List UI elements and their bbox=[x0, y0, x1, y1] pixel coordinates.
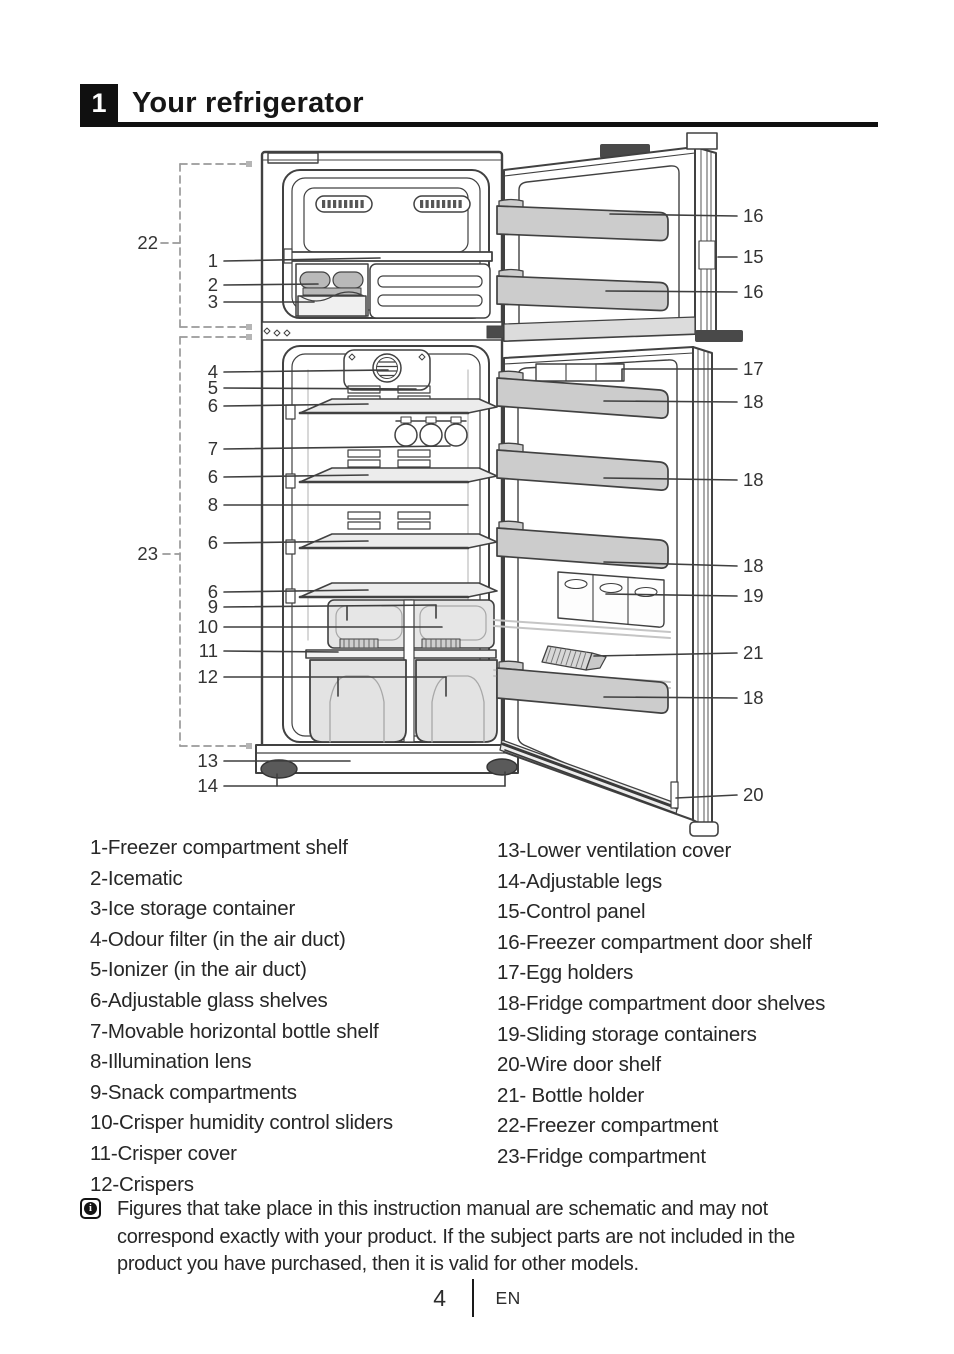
bottle-shelf bbox=[395, 417, 467, 446]
callout-22: 22 bbox=[137, 232, 158, 253]
callout-6a: 6 bbox=[207, 395, 218, 416]
chapter-number-box: 1 bbox=[80, 84, 118, 122]
refrigerator-diagram bbox=[0, 128, 954, 840]
crispers bbox=[310, 660, 497, 742]
info-note bbox=[80, 1196, 856, 1279]
middle-hinge bbox=[695, 330, 743, 342]
freezer-door bbox=[497, 133, 743, 342]
info-icon: i bbox=[80, 1198, 101, 1219]
legend-item: 3-Ice storage container bbox=[90, 897, 296, 921]
compartment-divider bbox=[262, 322, 521, 340]
page-title: Your refrigerator bbox=[132, 86, 364, 119]
legend-item: 9-Snack compartments bbox=[90, 1080, 297, 1104]
callout-6c: 6 bbox=[207, 532, 218, 553]
fridge-door bbox=[494, 347, 718, 836]
freezer-drawer bbox=[370, 264, 490, 318]
page-number: 4 bbox=[433, 1284, 446, 1311]
legend-item: 4-Odour filter (in the air duct) bbox=[90, 927, 346, 951]
page-footer bbox=[0, 1278, 954, 1318]
callout-15: 15 bbox=[743, 246, 764, 267]
legend-item: 23-Fridge compartment bbox=[497, 1144, 706, 1168]
callout-6b: 6 bbox=[207, 466, 218, 487]
callout-9: 9 bbox=[207, 596, 218, 617]
legend-item: 16-Freezer compartment door shelf bbox=[497, 930, 812, 954]
legend-item: 6-Adjustable glass shelves bbox=[90, 988, 328, 1012]
language-code: EN bbox=[495, 1287, 521, 1308]
legend-item: 10-Crisper humidity control sliders bbox=[90, 1111, 393, 1135]
freezer-compartment-bracket bbox=[161, 161, 252, 330]
callout-16a: 16 bbox=[743, 205, 764, 226]
legend-item: 21- Bottle holder bbox=[497, 1083, 645, 1107]
callout-20: 20 bbox=[743, 784, 764, 805]
legend-column-2 bbox=[497, 836, 825, 1173]
cabinet bbox=[256, 152, 521, 778]
callout-18b: 18 bbox=[743, 469, 764, 490]
callout-2: 2 bbox=[207, 274, 218, 295]
legend-item: 20-Wire door shelf bbox=[497, 1053, 661, 1077]
callout-1: 1 bbox=[207, 250, 218, 271]
callout-18a: 18 bbox=[743, 391, 764, 412]
freezer-shelf bbox=[284, 249, 492, 263]
info-note-text: Figures that take place in this instruction manual are schematic and may not correspond exactly with your product. If the subject parts are not included in the product you have purchased, then it is valid for other models. bbox=[117, 1198, 796, 1275]
legend-item: 11-Crisper cover bbox=[90, 1141, 237, 1165]
legend-item: 13-Lower ventilation cover bbox=[497, 839, 732, 862]
callout-16b: 16 bbox=[743, 281, 764, 302]
callout-8: 8 bbox=[207, 494, 218, 515]
egg-holder bbox=[536, 364, 624, 381]
control-panel bbox=[699, 241, 715, 269]
callout-19: 19 bbox=[743, 585, 764, 606]
callout-4: 4 bbox=[207, 361, 218, 382]
legend-item: 22-Freezer compartment bbox=[497, 1114, 719, 1138]
legend-item: 19-Sliding storage containers bbox=[497, 1022, 757, 1046]
legend-item: 7-Movable horizontal bottle shelf bbox=[90, 1019, 379, 1043]
legend-item: 14-Adjustable legs bbox=[497, 869, 663, 893]
callout-13: 13 bbox=[197, 750, 218, 771]
callout-6d: 6 bbox=[207, 581, 218, 602]
legend-column-1 bbox=[90, 833, 393, 1200]
callout-17: 17 bbox=[743, 358, 764, 379]
legend-item: 1-Freezer compartment shelf bbox=[90, 836, 348, 859]
chapter-header bbox=[80, 84, 878, 127]
ice-storage-container bbox=[298, 292, 366, 316]
callout-21: 21 bbox=[743, 642, 764, 663]
callout-11: 11 bbox=[198, 640, 218, 661]
callout-18d: 18 bbox=[743, 687, 764, 708]
callout-10: 10 bbox=[197, 616, 218, 637]
callout-14: 14 bbox=[197, 775, 218, 796]
callout-5: 5 bbox=[207, 377, 218, 398]
legend-item: 15-Control panel bbox=[497, 900, 646, 924]
callout-23: 23 bbox=[137, 543, 158, 564]
refrigerator-diagram-svg bbox=[0, 128, 954, 840]
callout-7: 7 bbox=[207, 438, 218, 459]
callout-12: 12 bbox=[197, 666, 218, 687]
callout-18c: 18 bbox=[743, 555, 764, 576]
legend-item: 18-Fridge compartment door shelves bbox=[497, 991, 826, 1015]
sliding-storage-containers bbox=[558, 572, 664, 627]
footer-divider bbox=[472, 1279, 475, 1317]
callout-3: 3 bbox=[207, 291, 218, 312]
legend-item: 5-Ionizer (in the air duct) bbox=[90, 958, 307, 982]
legend-item: 17-Egg holders bbox=[497, 961, 634, 985]
legend-item: 12-Crispers bbox=[90, 1172, 194, 1196]
legend-item: 8-Illumination lens bbox=[90, 1050, 252, 1074]
legend-item: 2-Icematic bbox=[90, 866, 183, 890]
